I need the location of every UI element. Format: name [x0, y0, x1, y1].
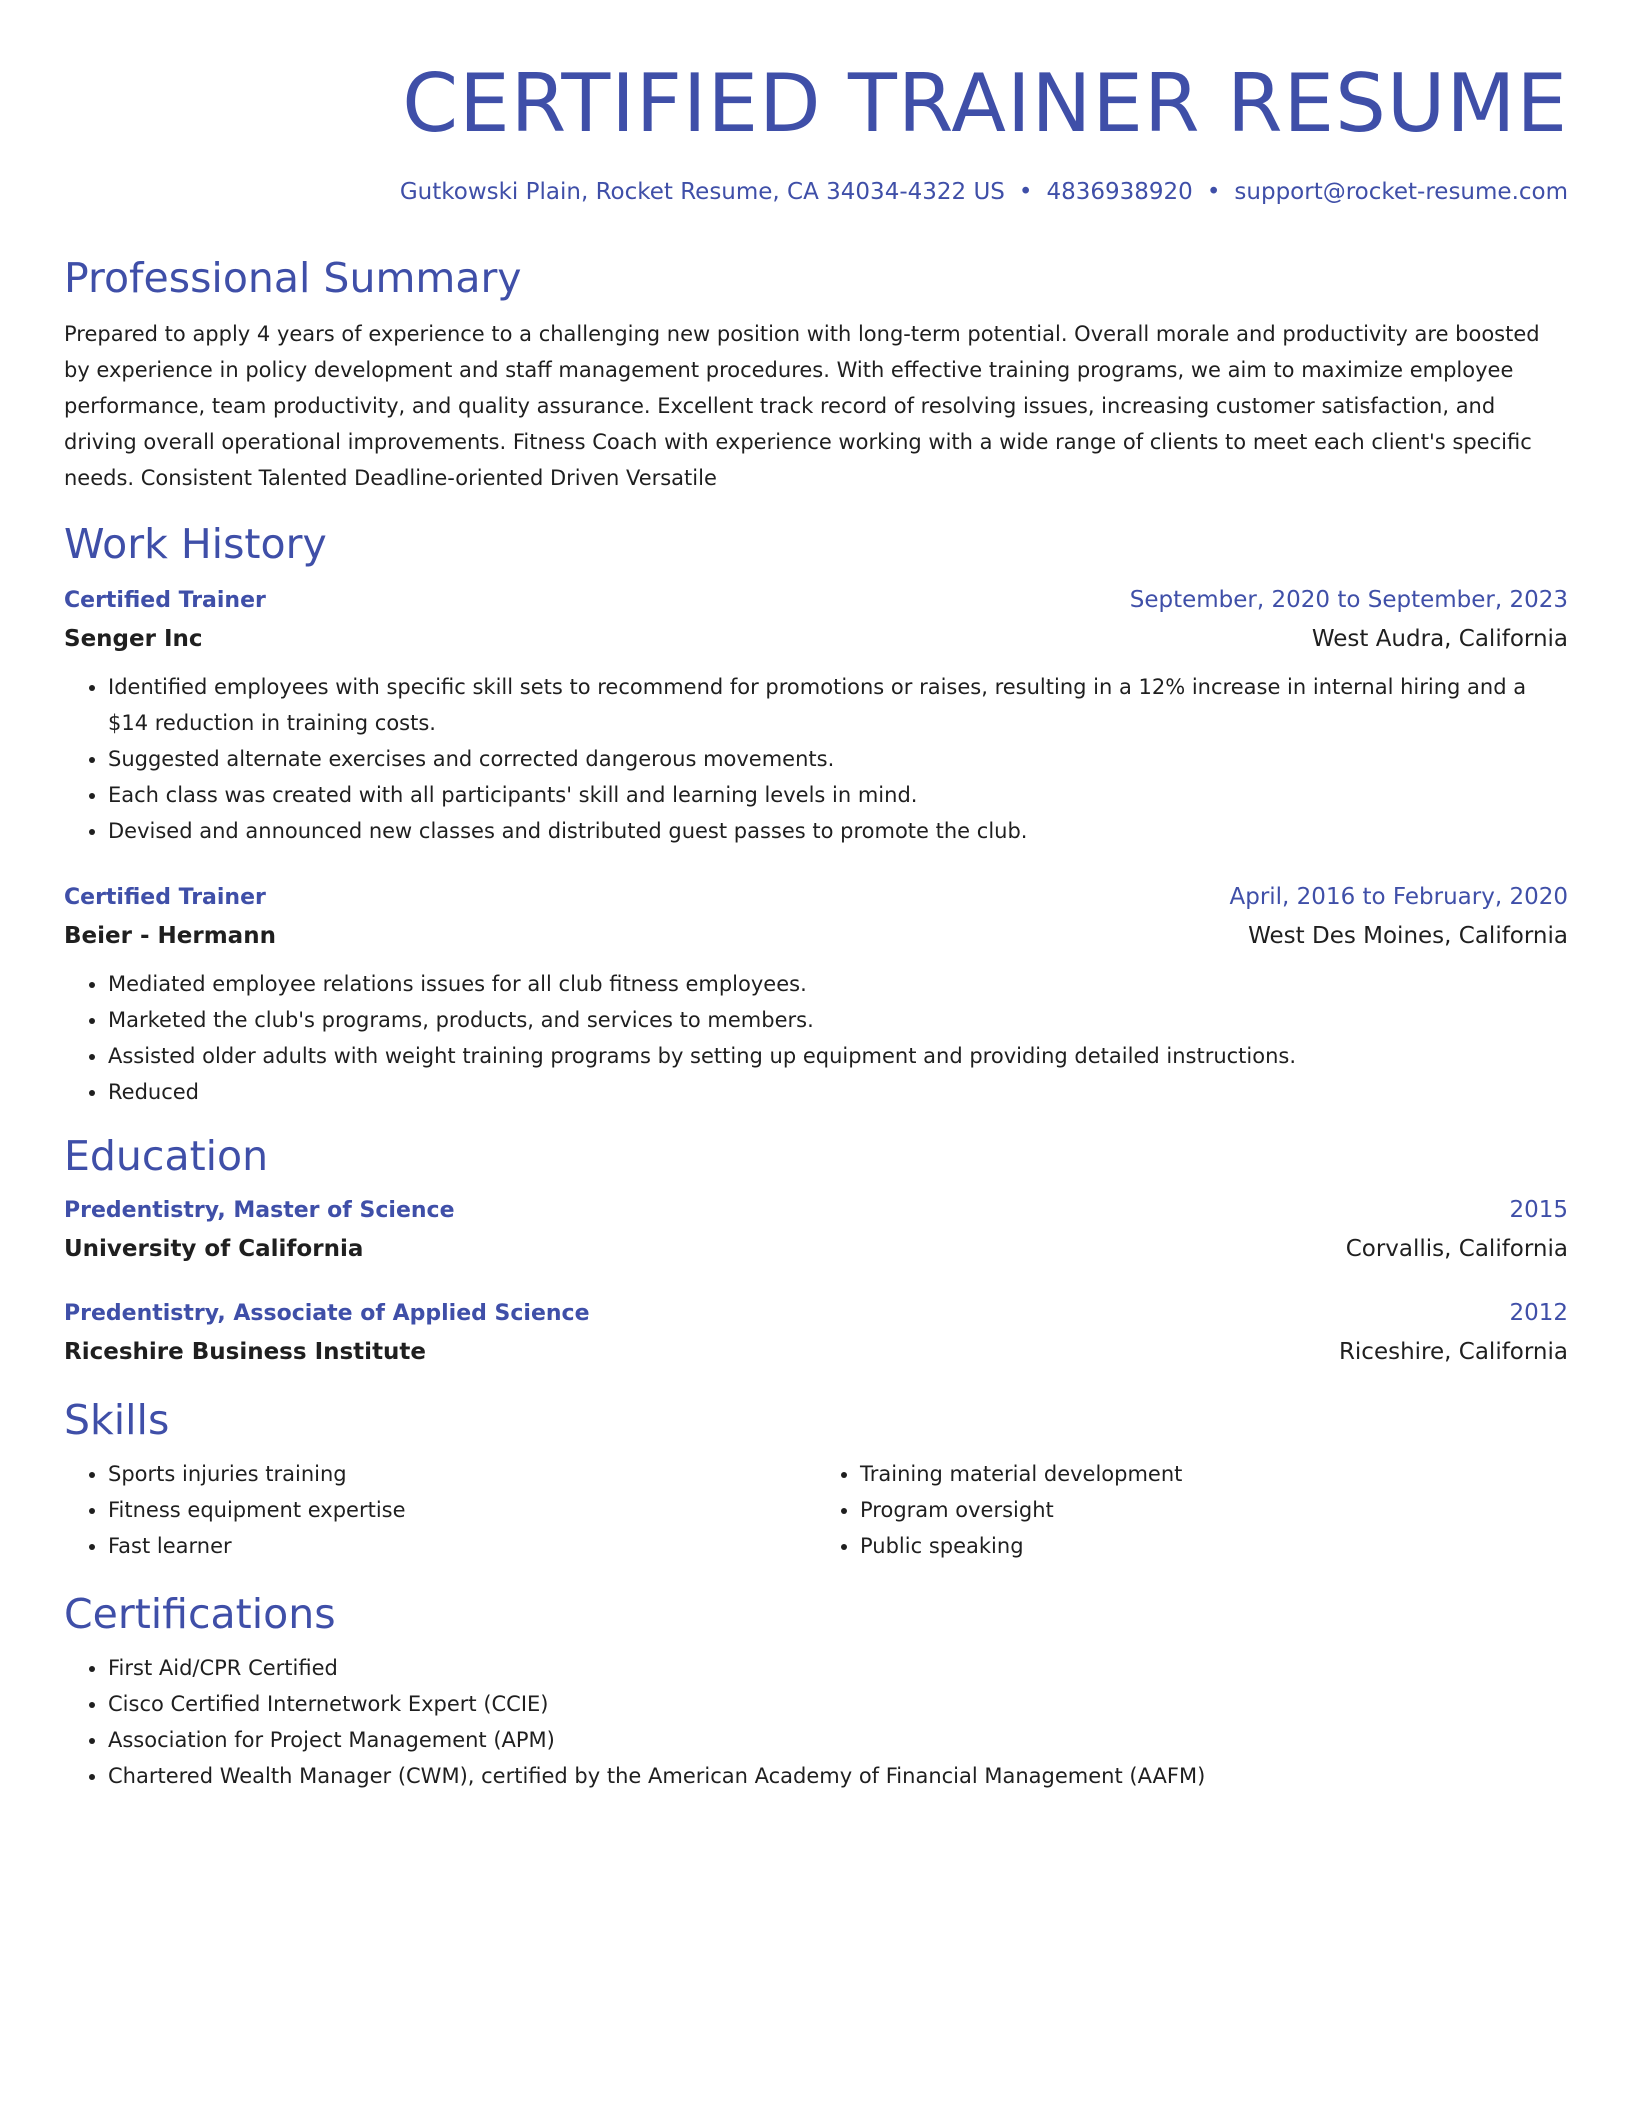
job-title: Certified Trainer — [64, 588, 266, 613]
education-entry-1 — [64, 1192, 1568, 1269]
job-title: Certified Trainer — [64, 885, 266, 910]
contact-phone: 4836938920 — [1046, 179, 1193, 205]
list-item: • Chartered Wealth Manager (CWM), certified by the American Academy of Financial Management (AAFM) — [108, 1758, 1568, 1794]
list-item: • First Aid/CPR Certified — [108, 1650, 1568, 1686]
contact-email[interactable]: support@rocket-resume.com — [1234, 179, 1568, 205]
contact-separator: • — [1206, 179, 1221, 205]
job-bullets — [64, 669, 1568, 849]
education-entry-2 — [64, 1295, 1568, 1372]
school-location: Corvallis, California — [1345, 1236, 1568, 1262]
work-history-heading: Work History — [64, 520, 327, 568]
skills-right-column — [816, 1456, 1568, 1564]
list-item: • Suggested alternate exercises and corrected dangerous movements. — [108, 741, 1568, 777]
list-item: • Fitness equipment expertise — [108, 1492, 816, 1528]
job-dates: April, 2016 to February, 2020 — [1229, 884, 1568, 910]
list-item: • Association for Project Management (APM) — [108, 1722, 1568, 1758]
skills-heading: Skills — [64, 1396, 170, 1444]
summary-text: Prepared to apply 4 years of experience to a challenging new position with long-term potential. Overall morale and productivity are boosted by experience in policy development and staff management procedures. With effective training programs, we aim to maximize employee performance, team productivity, and quality assurance. Excellent track record of resolving issues, increasing customer satisfaction, and driving overall operational improvements. Fitness Coach with experience working with a wide range of clients to meet each client's specific needs. Consistent Talented Deadline-oriented Driven Versatile — [64, 322, 1540, 490]
contact-address: Gutkowski Plain, Rocket Resume, CA 34034-4322 US — [399, 179, 1005, 205]
list-item: • Assisted older adults with weight training programs by setting up equipment and providing detailed instructions. — [108, 1038, 1568, 1074]
list-item: • Training material development — [860, 1456, 1568, 1492]
school-name: Riceshire Business Institute — [64, 1339, 427, 1365]
list-item: • Each class was created with all participants' skill and learning levels in mind. — [108, 777, 1568, 813]
job-location: West Audra, California — [1311, 626, 1568, 652]
skills-grid — [64, 1456, 1568, 1564]
job-company: Beier - Hermann — [64, 923, 276, 949]
job-dates: September, 2020 to September, 2023 — [1129, 587, 1568, 613]
job-entry-2 — [64, 879, 1568, 1110]
certifications-list — [64, 1650, 1568, 1794]
list-item: • Devised and announced new classes and distributed guest passes to promote the club. — [108, 813, 1568, 849]
list-item: • Identified employees with specific skill sets to recommend for promotions or raises, resulting in a 12% increase in internal hiring and a $14 reduction in training costs. — [108, 669, 1568, 741]
resume-title: CERTIFIED TRAINER RESUME — [402, 57, 1568, 150]
school-name: University of California — [64, 1236, 364, 1262]
list-item: • Reduced — [108, 1074, 1568, 1110]
list-item: • Sports injuries training — [108, 1456, 816, 1492]
job-entry-1 — [64, 582, 1568, 849]
school-location: Riceshire, California — [1338, 1339, 1568, 1365]
list-item: • Mediated employee relations issues for all club fitness employees. — [108, 966, 1568, 1002]
job-bullets — [64, 966, 1568, 1110]
list-item: • Public speaking — [860, 1528, 1568, 1564]
list-item: • Marketed the club's programs, products, and services to members. — [108, 1002, 1568, 1038]
graduation-year: 2012 — [1509, 1300, 1568, 1326]
job-company: Senger Inc — [64, 626, 203, 652]
summary-heading: Professional Summary — [64, 254, 522, 302]
contact-line — [64, 176, 1568, 208]
list-item: • Cisco Certified Internetwork Expert (CCIE) — [108, 1686, 1568, 1722]
graduation-year: 2015 — [1509, 1197, 1568, 1223]
certifications-heading: Certifications — [64, 1590, 336, 1638]
contact-separator: • — [1018, 179, 1033, 205]
degree: Predentistry, Associate of Applied Science — [64, 1301, 590, 1326]
list-item: • Fast learner — [108, 1528, 816, 1564]
education-heading: Education — [64, 1132, 269, 1180]
list-item: • Program oversight — [860, 1492, 1568, 1528]
job-location: West Des Moines, California — [1248, 923, 1568, 949]
skills-left-column — [64, 1456, 816, 1564]
degree: Predentistry, Master of Science — [64, 1198, 455, 1223]
